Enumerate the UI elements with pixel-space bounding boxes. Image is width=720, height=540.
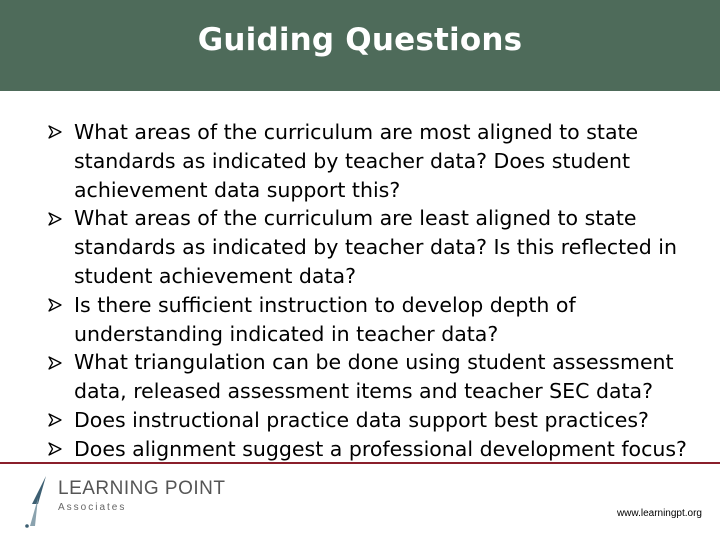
question-text: Does alignment suggest a professional development focus? bbox=[74, 436, 687, 461]
question-text: What triangulation can be done using student assessment data, released assessment items and teacher SEC data? bbox=[74, 350, 674, 404]
arrowhead-bullet-icon bbox=[48, 118, 66, 147]
list-item bbox=[48, 291, 708, 349]
question-text: What areas of the curriculum are least aligned to state standards as indicated by teacher data? Is this reflected in student achievement data? bbox=[74, 206, 677, 288]
list-item bbox=[48, 435, 708, 464]
arrowhead-bullet-icon bbox=[48, 348, 66, 377]
footer-url: www.learningpt.org bbox=[616, 508, 702, 519]
logo-wordmark: LEARNING POINT bbox=[58, 478, 226, 499]
arrowhead-bullet-icon bbox=[48, 406, 66, 435]
arrowhead-bullet-icon bbox=[48, 291, 66, 320]
question-text: Is there sufficient instruction to develop depth of understanding indicated in teacher data? bbox=[74, 292, 576, 346]
list-item bbox=[48, 118, 708, 204]
arrowhead-bullet-icon bbox=[48, 204, 66, 233]
question-text: What areas of the curriculum are most aligned to state standards as indicated by teacher data? Does student achievement data support this? bbox=[74, 120, 639, 202]
list-item bbox=[48, 204, 708, 290]
list-item bbox=[48, 406, 708, 435]
question-list bbox=[48, 118, 708, 464]
slide-title: Guiding Questions bbox=[197, 22, 523, 58]
footer-divider bbox=[0, 462, 720, 464]
question-text: Does instructional practice data support best practices? bbox=[74, 407, 649, 432]
slide-header bbox=[0, 0, 720, 91]
learning-point-logo-icon bbox=[24, 474, 54, 530]
arrowhead-bullet-icon bbox=[48, 435, 66, 464]
logo-subtitle: Associates bbox=[58, 502, 127, 513]
organization-logo bbox=[24, 472, 226, 532]
list-item bbox=[48, 348, 708, 406]
